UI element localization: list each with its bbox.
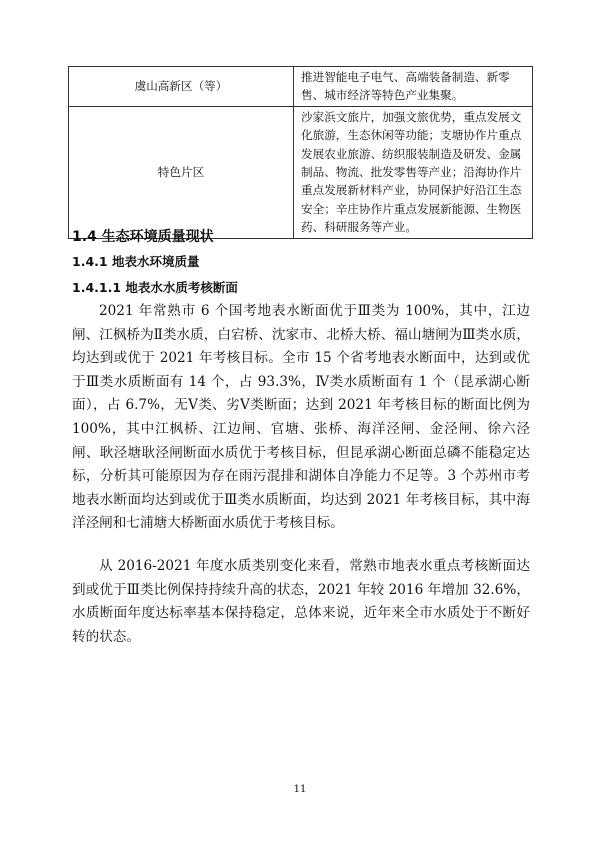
body-paragraph: 从 2016-2021 年度水质类别变化来看，常熟市地表水重点考核断面达到或优于Ⅲ类比例保持持续升高的状态，2021 年较 2016 年增加 32.6%，水质断面年度达标率基本保持稳定，总体来说，近年来全市水质处于不断好转的状态。 [72,558,530,645]
zone-name-cell: 特色片区 [69,106,294,238]
section-heading-1-4-1: 1.4.1 地表水环境质量 [72,254,200,269]
zone-name-cell: 虞山高新区（等） [69,67,294,107]
zone-description-cell: 推进智能电子电气、高端装备制造、新零售、城市经济等特色产业集聚。 [294,67,533,107]
page-number: 11 [293,784,307,795]
table-row [69,67,533,107]
table-row [69,106,533,238]
section-heading-1-4: 1.4 生态环境质量现状 [72,229,214,245]
zone-description-cell: 沙家浜文旅片，加强文旅优势，重点发展文化旅游，生态休闲等功能；支塘协作片重点发展农业旅游、纺织服装制造及研发、金属制品、物流、批发零售等产业；沿海协作片重点发展新材料产业，协同保护好沿江生态安全；辛庄协作片重点发展新能源、生物医药、科研服务等产业。 [294,106,533,238]
industrial-zone-table [68,66,533,239]
section-heading-1-4-1-1: 1.4.1.1 地表水水质考核断面 [72,280,238,295]
body-paragraph: 2021 年常熟市 6 个国考地表水断面优于Ⅲ类为 100%，其中，江边闸、江枫桥为Ⅱ类水质，白宕桥、沈家市、北桥大桥、福山塘闸为Ⅲ类水质，均达到或优于 2021 年考核目标。全市 15 个省考地表水断面中，达到或优于Ⅲ类水质断面有 14 个，占 93.3%，Ⅳ类水质断面有 1 个（昆承湖心断面），占 6.7%，无Ⅴ类、劣Ⅴ类断面；达到 2021 年考核目标的断面比例为 100%，其中江枫桥、江边闸、官塘、张桥、海洋泾闸、金泾闸、徐六泾闸、耿泾塘耿泾闸断面水质优于考核目标，但昆承湖心断面总磷不能稳定达标，分析其可能原因为存在雨污混排和湖体自净能力不足等。3 个苏州市考地表水断面均达到或优于Ⅲ类水质断面，均达到 2021 年考核目标，其中海洋泾闸和七浦塘大桥断面水质优于考核目标。 [72,303,530,532]
